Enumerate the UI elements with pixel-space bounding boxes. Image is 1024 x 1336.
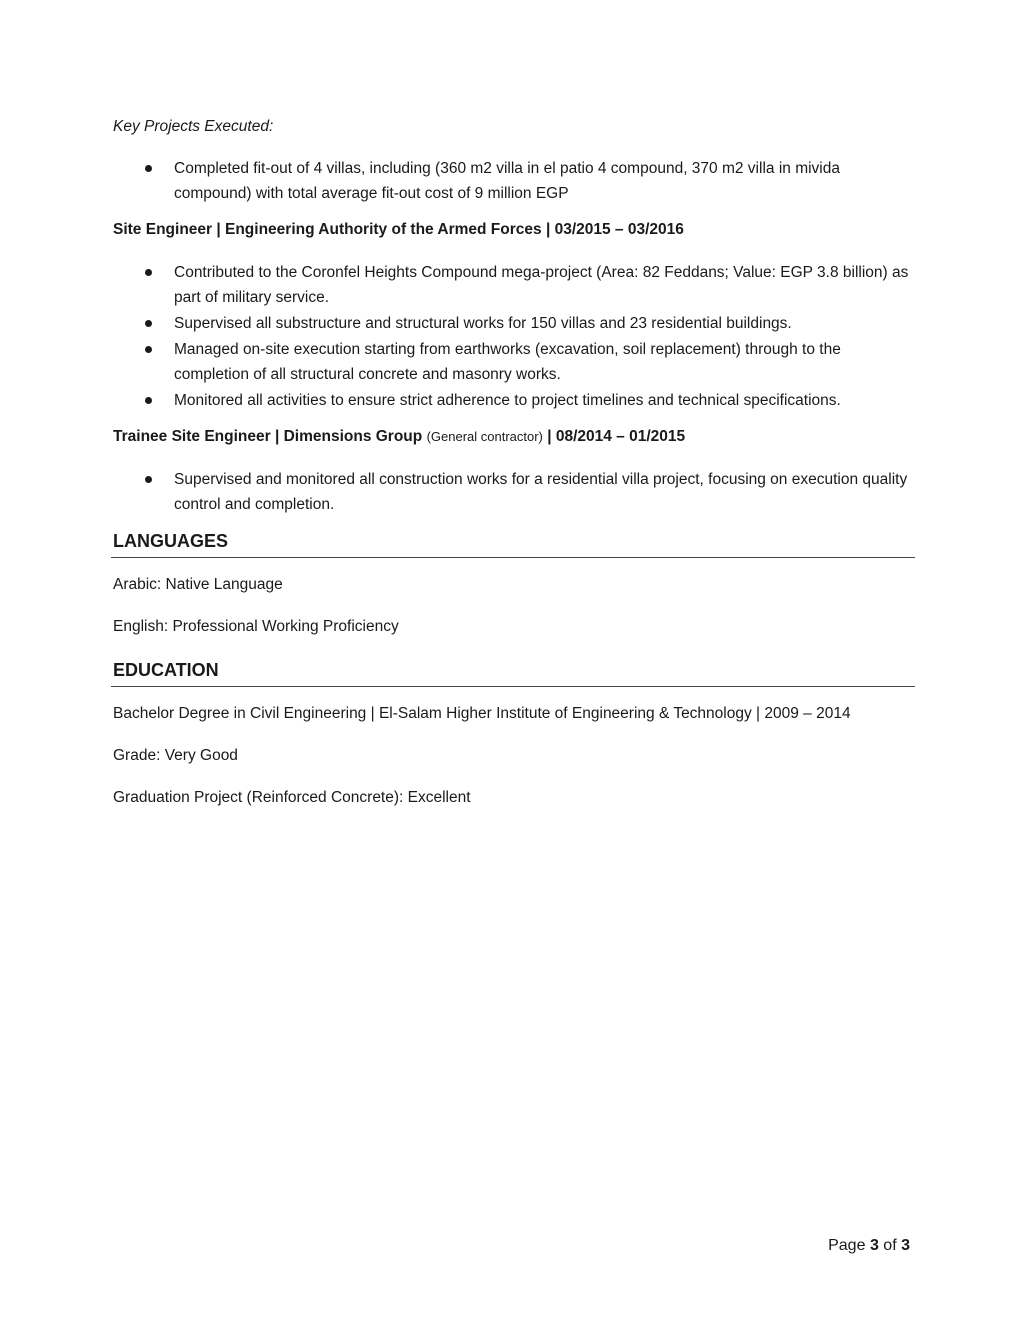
list-item: Managed on-site execution starting from earthworks (excavation, soil replacement) through to the completion of all structural concrete and masonry works. [113, 337, 913, 387]
bullet-icon [145, 165, 152, 172]
key-projects-list [113, 156, 913, 206]
trainee-duties [113, 467, 913, 517]
list-item: Supervised and monitored all construction works for a residential villa project, focusing on execution quality control and completion. [113, 467, 913, 517]
list-item: Monitored all activities to ensure strict adherence to project timelines and technical specifications. [113, 388, 913, 413]
bullet-icon [145, 397, 152, 404]
bullet-icon [145, 320, 152, 327]
bullet-icon [145, 269, 152, 276]
list-item: Supervised all substructure and structural works for 150 villas and 23 residential buildings. [113, 311, 913, 336]
page-number: Page 3 of 3 [828, 1237, 910, 1254]
total-pages: 3 [901, 1237, 910, 1254]
education-degree: Bachelor Degree in Civil Engineering | El-Salam Higher Institute of Engineering & Technology | 2009 – 2014 [113, 705, 851, 722]
job-title-site-engineer: Site Engineer | Engineering Authority of the Armed Forces | 03/2015 – 03/2016 [113, 221, 684, 238]
bullet-icon [145, 476, 152, 483]
list-item: Contributed to the Coronfel Heights Compound mega-project (Area: 82 Feddans; Value: EGP 3.8 billion) as part of military service. [113, 260, 913, 310]
list-item: Completed fit-out of 4 villas, including (360 m2 villa in el patio 4 compound, 370 m2 villa in mivida compound) with total average fit-out cost of 9 million EGP [113, 156, 913, 206]
job-title-trainee-site-engineer: Trainee Site Engineer | Dimensions Group (General contractor) | 08/2014 – 01/2015 [113, 428, 686, 445]
languages-heading: LANGUAGES [111, 529, 915, 558]
site-engineer-duties [113, 260, 913, 413]
employer-type: (General contractor) [426, 429, 543, 444]
page-content [113, 116, 913, 829]
education-heading: EDUCATION [111, 658, 915, 687]
language-arabic: Arabic: Native Language [113, 576, 283, 593]
education-grade: Grade: Very Good [113, 747, 238, 764]
bullet-icon [145, 346, 152, 353]
education-graduation-project: Graduation Project (Reinforced Concrete): Excellent [113, 789, 471, 806]
key-projects-heading: Key Projects Executed: [113, 118, 274, 135]
language-english: English: Professional Working Proficiency [113, 618, 399, 635]
current-page: 3 [869, 1237, 879, 1254]
